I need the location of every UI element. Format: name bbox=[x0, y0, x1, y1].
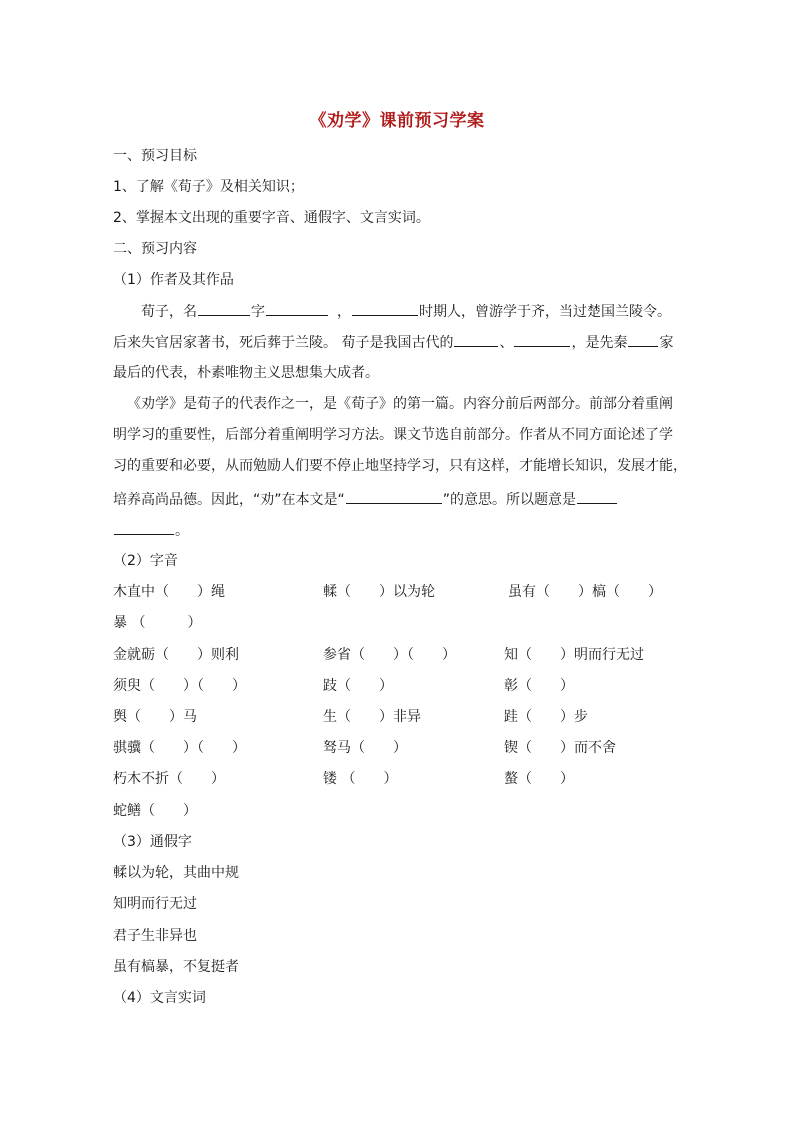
subsection-author: （1）作者及其作品 bbox=[113, 272, 234, 288]
text: 。 bbox=[175, 523, 189, 539]
pron-item: 彰（ ） bbox=[504, 678, 574, 694]
work-para-line2: 明学习的重要性，后部分着重阐明学习方法。课文节选自前部分。作者从不同方面论述了学 bbox=[113, 427, 673, 443]
pron-item: 朽木不折（ ） bbox=[113, 771, 225, 787]
goal-item-2: 2、掌握本文出现的重要字音、通假字、文言实词。 bbox=[113, 210, 430, 226]
work-para-line1: 《劝学》是荀子的代表作之一，是《荀子》的第一篇。内容分前后两部分。前部分着重阐 bbox=[127, 396, 673, 412]
text: 培养高尚品德。因此，“劝”在本文是“ bbox=[113, 492, 345, 508]
author-para-line2 bbox=[113, 332, 673, 353]
subsection-content-words: （4）文言实词 bbox=[113, 990, 206, 1006]
work-para-line5 bbox=[113, 520, 189, 541]
tongjia-item: 虽有槁暴，不复挺者 bbox=[113, 959, 239, 975]
text: 字 bbox=[251, 304, 265, 320]
pron-item: 螯（ ） bbox=[504, 771, 574, 787]
pron-item: 驽马（ ） bbox=[323, 740, 407, 756]
blank-identity-1[interactable] bbox=[454, 332, 498, 347]
text: ， bbox=[337, 304, 351, 320]
subsection-pronunciation: （2）字音 bbox=[113, 553, 178, 569]
subsection-tongjia: （3）通假字 bbox=[113, 834, 192, 850]
page-title: 《劝学》课前预习学案 bbox=[309, 111, 485, 131]
section2-heading: 二、预习内容 bbox=[113, 241, 197, 257]
pron-item: 镂 （ ） bbox=[323, 771, 398, 787]
pron-item: 暴 （ ） bbox=[113, 615, 202, 631]
pron-item: 舆（ ）马 bbox=[113, 709, 197, 725]
tongjia-item: 輮以为轮，其曲中规 bbox=[113, 865, 239, 881]
blank-identity-2[interactable] bbox=[514, 332, 570, 347]
pron-item: 虽有（ ）槁（ ） bbox=[508, 584, 662, 600]
goal-item-1: 1、了解《荀子》及相关知识； bbox=[113, 179, 304, 195]
tongjia-item: 知明而行无过 bbox=[113, 896, 197, 912]
text: ”的意思。所以题意是 bbox=[442, 492, 577, 508]
pron-item: 跬（ ）步 bbox=[504, 709, 588, 725]
author-para-line1 bbox=[141, 301, 671, 322]
blank-title-meaning-2[interactable] bbox=[114, 520, 174, 535]
work-para-line4 bbox=[113, 489, 618, 510]
pron-item: 骐骥（ ）（ ） bbox=[113, 740, 246, 756]
blank-courtesy-name[interactable] bbox=[266, 301, 328, 316]
blank-title-meaning-1[interactable] bbox=[577, 489, 617, 504]
author-para-line3: 最后的代表，朴素唯物主义思想集大成者。 bbox=[113, 365, 379, 381]
pron-item: 生（ ）非异 bbox=[323, 709, 421, 725]
pron-item: 须臾（ ）（ ） bbox=[113, 678, 246, 694]
work-para-line3: 习的重要和必要，从而勉励人们要不停止地坚持学习，只有这样，才能增长知识，发展才能， bbox=[113, 458, 687, 474]
pron-item: 参省（ ）（ ） bbox=[323, 647, 456, 663]
blank-school[interactable] bbox=[628, 332, 658, 347]
text: 家 bbox=[659, 335, 674, 351]
pron-item: 蛇鳝（ ） bbox=[113, 803, 197, 819]
blank-name[interactable] bbox=[198, 301, 250, 316]
pron-item: 锲（ ）而不舍 bbox=[504, 740, 616, 756]
text: 时期人，曾游学于齐，当过楚国兰陵令。 bbox=[419, 304, 671, 320]
pron-item: 木直中（ ）绳 bbox=[113, 584, 225, 600]
pron-item: 輮（ ）以为轮 bbox=[323, 584, 435, 600]
pron-item: 金就砺（ ）则利 bbox=[113, 647, 239, 663]
text: 后来失官居家著书，死后葬于兰陵。 荀子是我国古代的 bbox=[113, 335, 454, 351]
text: ，是先秦 bbox=[571, 335, 628, 351]
section1-heading: 一、预习目标 bbox=[113, 148, 197, 164]
pron-item: 知（ ）明而行无过 bbox=[504, 647, 644, 663]
text: 荀子，名 bbox=[141, 304, 197, 320]
tongjia-item: 君子生非异也 bbox=[113, 928, 197, 944]
blank-quan-meaning[interactable] bbox=[346, 489, 442, 504]
pron-item: 跂（ ） bbox=[323, 678, 393, 694]
blank-period[interactable] bbox=[352, 301, 418, 316]
text: 、 bbox=[499, 335, 514, 351]
